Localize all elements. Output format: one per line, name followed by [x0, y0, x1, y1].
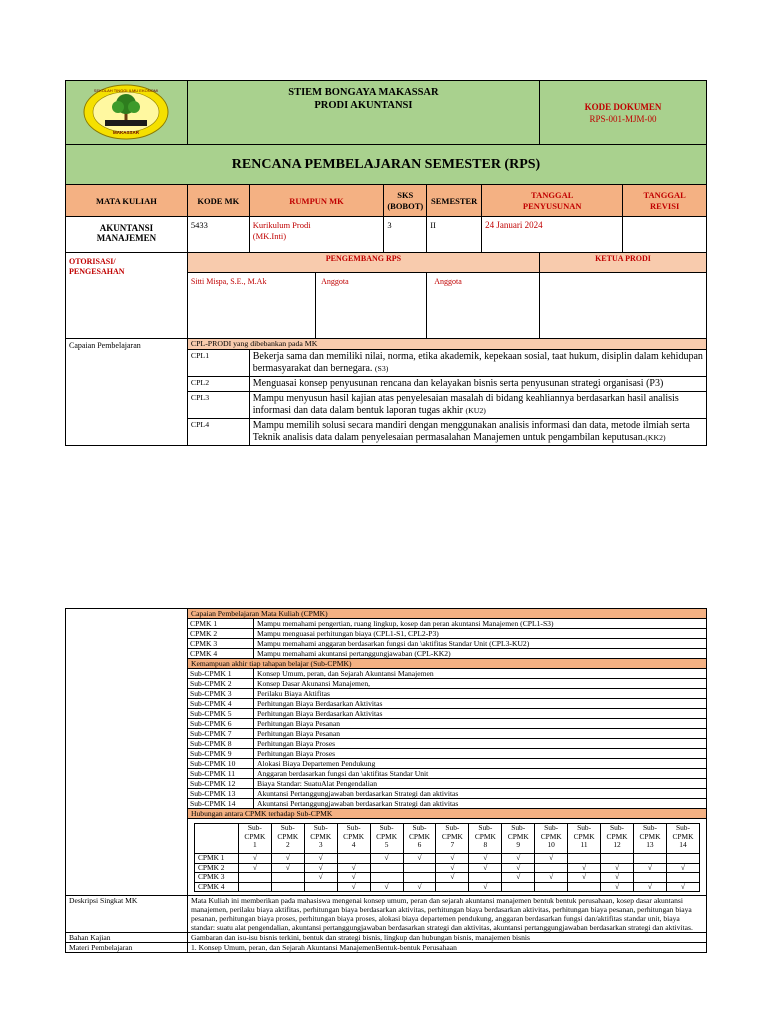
empty-cell: [238, 873, 271, 883]
check-mark: √: [502, 854, 535, 864]
subcpmk-text: Akuntansi Pertanggungjawaban berdasarkan Strategi dan aktivitas: [254, 799, 707, 809]
empty-cell: [568, 854, 601, 864]
col-semester: SEMESTER: [427, 185, 482, 217]
check-mark: √: [436, 854, 469, 864]
check-mark: √: [469, 854, 502, 864]
empty-cell: [403, 863, 436, 873]
relation-col-header: Sub- CPMK 5: [370, 824, 403, 854]
relation-col-header: Sub- CPMK 1: [238, 824, 271, 854]
relation-col-header: Sub- CPMK 14: [666, 824, 699, 854]
ketua-prodi-signature: [539, 273, 706, 339]
relation-col-header: Sub- CPMK 9: [502, 824, 535, 854]
institution-name-cell: [187, 81, 539, 145]
check-mark: √: [601, 863, 634, 873]
cpmk-section-spacer: [66, 609, 188, 896]
logo-cell: [66, 81, 188, 145]
subcpmk-text: Perhitungan Biaya Proses: [254, 749, 707, 759]
check-mark: √: [633, 882, 666, 892]
subcpmk-text: Biaya Standar: SuatuAlat Pengendalian: [254, 779, 707, 789]
check-mark: √: [666, 882, 699, 892]
materi-pembelajaran-text: 1. Konsep Umum, peran, dan Sejarah Akuntansi ManajemenBentuk-bentuk Perusahaan: [188, 943, 707, 953]
program-name: PRODI AKUNTANSI: [314, 100, 413, 111]
developer-member-1: Anggota: [316, 273, 427, 339]
pengembang-rps-header: PENGEMBANG RPS: [187, 253, 539, 273]
subcpmk-text: Anggaran berdasarkan fungsi dan \aktifitas Standar Unit: [254, 769, 707, 779]
developer-name: Sitti Mispa, S.E., M.Ak: [187, 273, 315, 339]
col-tanggal-revisi: TANGGAL REVISI: [623, 185, 707, 217]
cpmk-code: CPMK 4: [188, 649, 254, 659]
subcpmk-code: Sub-CPMK 11: [188, 769, 254, 779]
subcpmk-text: Alokasi Biaya Departemen Pendukung: [254, 759, 707, 769]
check-mark: √: [238, 854, 271, 864]
empty-cell: [238, 882, 271, 892]
subcpmk-code: Sub-CPMK 3: [188, 689, 254, 699]
subcpmk-code: Sub-CPMK 10: [188, 759, 254, 769]
relation-col-header: Sub- CPMK 11: [568, 824, 601, 854]
subcpmk-text: Perhitungan Biaya Berdasarkan Aktivitas: [254, 709, 707, 719]
check-mark: √: [469, 863, 502, 873]
check-mark: √: [568, 873, 601, 883]
col-sks: SKS (BOBOT): [384, 185, 427, 217]
course-name: AKUNTANSI MANAJEMEN: [66, 217, 188, 253]
empty-cell: [436, 882, 469, 892]
check-mark: √: [469, 882, 502, 892]
cpl-text: Bekerja sama dan memiliki nilai, norma, etika akademik, kepekaan sosial, taat hukum, disiplin dalam kehidupan bermasyarakat dan bernegara. (S3): [249, 350, 706, 377]
deskripsi-label: Deskripsi Singkat MK: [66, 896, 188, 933]
subcpmk-code: Sub-CPMK 4: [188, 699, 254, 709]
check-mark: √: [633, 863, 666, 873]
relation-row-label: CPMK 4: [195, 882, 239, 892]
subcpmk-code: Sub-CPMK 7: [188, 729, 254, 739]
subcpmk-text: Perilaku Biaya Aktifitas: [254, 689, 707, 699]
doc-code-label: KODE DOKUMEN: [584, 101, 662, 112]
subcpmk-code: Sub-CPMK 8: [188, 739, 254, 749]
col-kode-mk: KODE MK: [187, 185, 249, 217]
check-mark: √: [502, 873, 535, 883]
empty-cell: [370, 873, 403, 883]
relation-col-header: Sub- CPMK 8: [469, 824, 502, 854]
cpl-header: CPL-PRODI yang dibebankan pada MK: [187, 339, 706, 350]
subcpmk-text: Perhitungan Biaya Proses: [254, 739, 707, 749]
course-tanggal-penyusunan: 24 Januari 2024: [482, 217, 623, 253]
check-mark: √: [436, 873, 469, 883]
empty-cell: [666, 873, 699, 883]
empty-cell: [535, 882, 568, 892]
empty-cell: [370, 863, 403, 873]
relation-col-header: Sub- CPMK 4: [337, 824, 370, 854]
empty-cell: [633, 854, 666, 864]
check-mark: √: [337, 873, 370, 883]
course-semester: II: [427, 217, 482, 253]
deskripsi-text: Mata Kuliah ini memberikan pada mahasiswa mengenai konsep umum, peran dan sejarah akuntansi manajemen bentuk bentuk perusahaan, kosep dasar akuntansi manajemen, perilaku biaya aktifitas, perhitungan biaya berdasarkan aktivitas, perhitungan biaya berdasarkan aktivitas, perhitungan biaya pesanan, perhitungan biaya pesanan, perhitungan biaya proses, perhitungan biaya proses, alokasi biaya departemen pendukung, anggaran berdasarkan fungsi dan/aktifitas standar unit, biaya standar: suatu alat pengendalian, akuntansi pertanggungjawaban berdasarkan strategi dan aktivitas, akuntansi pertanggungjawaban berdasarkan strategi dan aktivitas.: [188, 896, 707, 933]
empty-cell: [502, 882, 535, 892]
relation-col-header: Sub- CPMK 2: [271, 824, 304, 854]
empty-cell: [601, 854, 634, 864]
relation-col-header: Sub- CPMK 3: [304, 824, 337, 854]
relation-matrix: [194, 823, 700, 892]
subcpmk-code: Sub-CPMK 1: [188, 669, 254, 679]
cpmk-text: Mampu memahami akuntansi pertanggungjawaban (CPL-KK2): [254, 649, 707, 659]
check-mark: √: [370, 854, 403, 864]
col-rumpun-mk: RUMPUN MK: [249, 185, 384, 217]
cpl-code: CPL3: [187, 392, 249, 419]
materi-pembelajaran-label: Materi Pembelajaran: [66, 943, 188, 953]
cpmk-header: Capaian Pembelajaran Mata Kuliah (CPMK): [188, 609, 707, 619]
subcpmk-text: Konsep Umum, peran, dan Sejarah Akuntansi Manajemen: [254, 669, 707, 679]
developer-member-2: Anggota: [427, 273, 540, 339]
cpmk-text: Mampu memahami anggaran berdasarkan fungsi dan \aktifitas Standar Unit (CPL3-KU2): [254, 639, 707, 649]
subcpmk-code: Sub-CPMK 2: [188, 679, 254, 689]
empty-cell: [633, 873, 666, 883]
empty-cell: [271, 873, 304, 883]
cpl-text: Mampu menyusun hasil kajian atas penyelesaian masalah di bidang keahliannya berdasarkan hasil analisis informasi dan data dalam bentuk laporan tugas akhir (KU2): [249, 392, 706, 419]
cpl-text: Mampu memilih solusi secara mandiri dengan menggunakan analisis informasi dan data, metode ilmiah serta Teknik analisis data dalam penyelesaian permasalahan Manajemen untuk pengambilan keputusan.(KK2): [249, 419, 706, 446]
relation-col-header: Sub- CPMK 12: [601, 824, 634, 854]
course-code: 5433: [187, 217, 249, 253]
relation-col-header: Sub- CPMK 10: [535, 824, 568, 854]
relation-col-header: Sub- CPMK 6: [403, 824, 436, 854]
empty-cell: [304, 882, 337, 892]
check-mark: √: [271, 854, 304, 864]
empty-cell: [568, 882, 601, 892]
subcpmk-code: Sub-CPMK 14: [188, 799, 254, 809]
document-title: RENCANA PEMBELAJARAN SEMESTER (RPS): [66, 145, 707, 185]
check-mark: √: [436, 863, 469, 873]
course-tanggal-revisi: [623, 217, 707, 253]
check-mark: √: [535, 873, 568, 883]
empty-cell: [271, 882, 304, 892]
relation-row-label: CPMK 2: [195, 863, 239, 873]
col-tanggal-penyusunan: TANGGAL PENYUSUNAN: [482, 185, 623, 217]
cpl-code: CPL2: [187, 377, 249, 392]
cpmk-text: Mampu menguasai perhitungan biaya (CPL1-S1, CPL2-P3): [254, 629, 707, 639]
subcpmk-text: Perhitungan Biaya Pesanan: [254, 729, 707, 739]
relation-col-header: Sub- CPMK 13: [633, 824, 666, 854]
bahan-kajian-label: Bahan Kajian: [66, 933, 188, 943]
doc-code-cell: [539, 81, 706, 145]
subcpmk-text: Perhitungan Biaya Berdasarkan Aktivitas: [254, 699, 707, 709]
subcpmk-code: Sub-CPMK 13: [188, 789, 254, 799]
check-mark: √: [601, 882, 634, 892]
relation-header: Hubungan antara CPMK terhadap Sub-CPMK: [188, 809, 707, 819]
col-mata-kuliah: MATA KULIAH: [66, 185, 188, 217]
check-mark: √: [403, 882, 436, 892]
empty-cell: [666, 854, 699, 864]
cpl-section-label: Capaian Pembelajaran: [66, 339, 188, 446]
cpmk-text: Mampu memahami pengertian, ruang lingkup, kosep dan peran akuntansi Manajemen (CPL1-S3): [254, 619, 707, 629]
course-rumpun: Kurikulum Prodi (MK.Inti): [249, 217, 384, 253]
cpl-code: CPL1: [187, 350, 249, 377]
cpmk-code: CPMK 3: [188, 639, 254, 649]
doc-code-value: RPS-001-MJM-00: [589, 113, 657, 124]
check-mark: √: [601, 873, 634, 883]
relation-row-label: CPMK 1: [195, 854, 239, 864]
check-mark: √: [337, 882, 370, 892]
ketua-prodi-header: KETUA PRODI: [539, 253, 706, 273]
check-mark: √: [304, 863, 337, 873]
check-mark: √: [304, 854, 337, 864]
relation-col-header: Sub- CPMK 7: [436, 824, 469, 854]
authorization-label: OTORISASI/ PENGESAHAN: [66, 253, 188, 339]
subcpmk-text: Akuntansi Pertanggungjawaban berdasarkan Strategi dan aktivitas: [254, 789, 707, 799]
institution-name: STIEM BONGAYA MAKASSAR: [288, 87, 439, 98]
empty-cell: [403, 873, 436, 883]
subcpmk-header: Kemampuan akhir tiap tahapan belajar (Sub-CPMK): [188, 659, 707, 669]
cpl-text: Menguasai konsep penyusunan rencana dan kelayakan bisnis serta penyusunan strategi organisasi (P3): [249, 377, 706, 392]
subcpmk-text: Perhitungan Biaya Pesanan: [254, 719, 707, 729]
svg-text:SEKOLAH TINGGI ILMU EKONOMI: SEKOLAH TINGGI ILMU EKONOMI: [94, 87, 159, 93]
subcpmk-code: Sub-CPMK 12: [188, 779, 254, 789]
check-mark: √: [502, 863, 535, 873]
course-sks: 3: [384, 217, 427, 253]
check-mark: √: [370, 882, 403, 892]
subcpmk-code: Sub-CPMK 6: [188, 719, 254, 729]
svg-text:MAKASSAR: MAKASSAR: [113, 129, 140, 135]
check-mark: √: [271, 863, 304, 873]
subcpmk-text: Konsep Dasar Akunansi Manajemen,: [254, 679, 707, 689]
check-mark: √: [403, 854, 436, 864]
check-mark: √: [238, 863, 271, 873]
rps-header-table: [65, 80, 707, 446]
subcpmk-code: Sub-CPMK 9: [188, 749, 254, 759]
subcpmk-code: Sub-CPMK 5: [188, 709, 254, 719]
empty-cell: [469, 873, 502, 883]
relation-matrix-cell: [188, 819, 707, 896]
relation-row-label: CPMK 3: [195, 873, 239, 883]
check-mark: √: [337, 863, 370, 873]
cpmk-code: CPMK 1: [188, 619, 254, 629]
institution-logo: [83, 84, 169, 140]
check-mark: √: [568, 863, 601, 873]
check-mark: √: [666, 863, 699, 873]
relation-corner: [195, 824, 239, 854]
empty-cell: [337, 854, 370, 864]
check-mark: √: [535, 854, 568, 864]
bahan-kajian-text: Gambaran dan isu-isu bisnis terkini, bentuk dan strategi bisnis, lingkup dan hubungan bisnis, manajemen bisnis: [188, 933, 707, 943]
rps-detail-table: [65, 608, 707, 953]
check-mark: √: [304, 873, 337, 883]
cpmk-code: CPMK 2: [188, 629, 254, 639]
cpl-code: CPL4: [187, 419, 249, 446]
